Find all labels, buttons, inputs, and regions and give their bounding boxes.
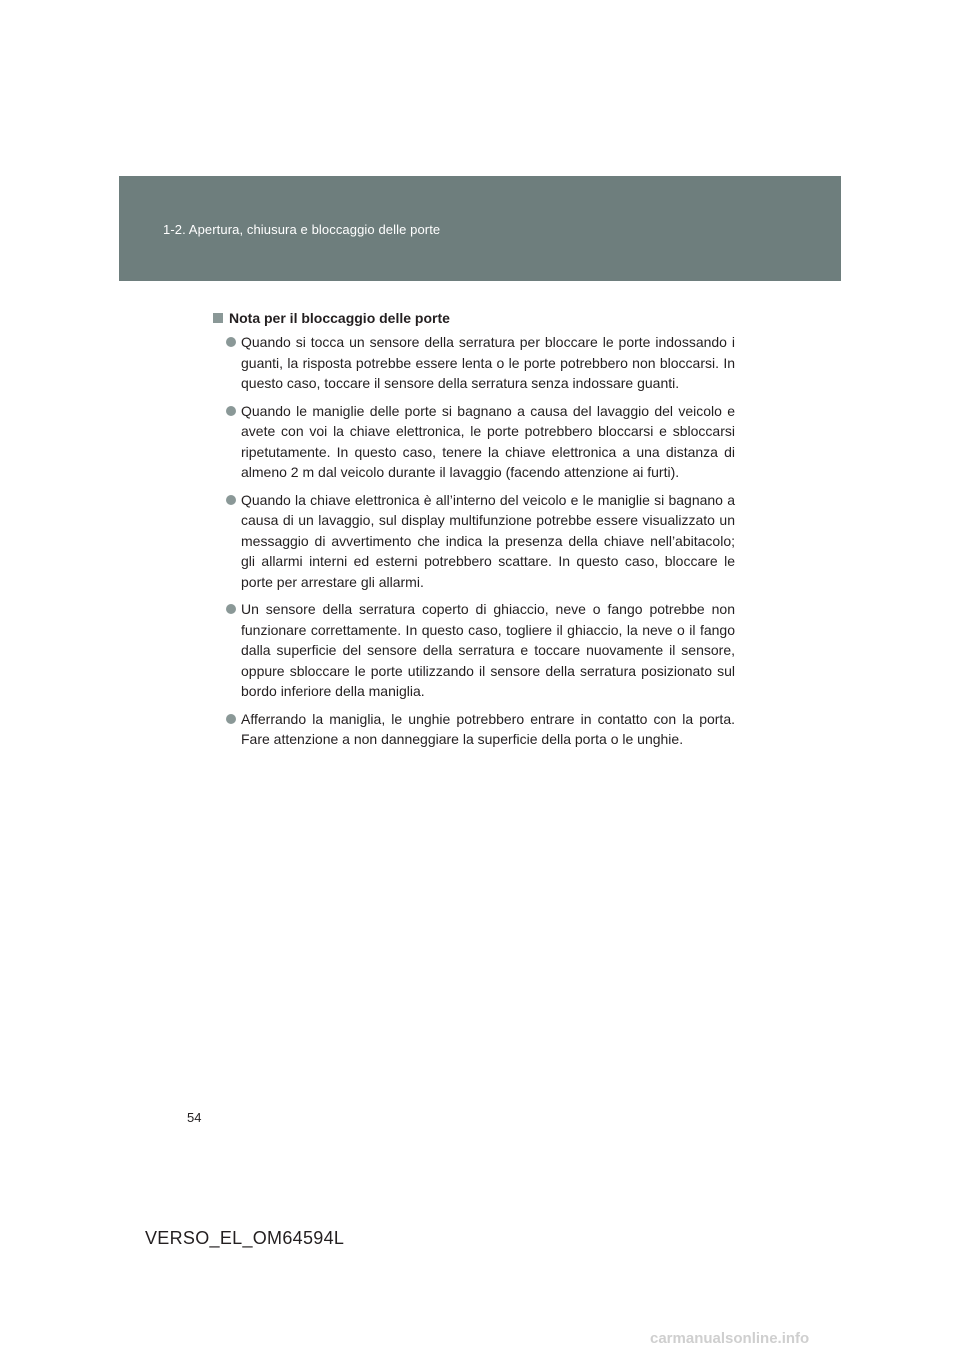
list-item-text: Un sensore della serratura coperto di ghiaccio, neve o fango potrebbe non funzionare correttamente. In questo caso, togliere il ghiaccio, la neve o il fango dalla superficie del sensore della serratura e toccare nuovamente il sensore, oppure sbloccare le porte utilizzando il sensore della serratura posizionato sul bordo inferiore della maniglia. bbox=[241, 601, 735, 699]
list-item bbox=[213, 709, 735, 750]
bullet-list bbox=[213, 332, 735, 750]
round-bullet-icon bbox=[226, 604, 236, 614]
document-code: VERSO_EL_OM64594L bbox=[145, 1228, 345, 1248]
subheading-text: Nota per il bloccaggio delle porte bbox=[229, 310, 450, 326]
page-number: 54 bbox=[187, 1110, 202, 1125]
list-item-text: Quando le maniglie delle porte si bagnano a causa del lavaggio del veicolo e avete con voi la chiave elettronica, le porte potrebbero bloccarsi e sbloccarsi ripetutamente. In questo caso, tenere la chiave elettronica a una distanza di almeno 2 m dal veicolo durante il lavaggio (facendo attenzione ai furti). bbox=[241, 402, 735, 480]
square-bullet-icon bbox=[213, 313, 223, 323]
round-bullet-icon bbox=[226, 406, 236, 416]
list-item-text: Quando si tocca un sensore della serratura per bloccare le porte indossando i guanti, la risposta potrebbe essere lenta o le porte potrebbero non bloccarsi. In questo caso, toccare il sensore della serratura senza indossare guanti. bbox=[241, 334, 735, 391]
round-bullet-icon bbox=[226, 714, 236, 724]
list-item bbox=[213, 490, 735, 593]
main-content bbox=[213, 308, 735, 757]
list-item-text: Afferrando la maniglia, le unghie potrebbero entrare in contatto con la porta. Fare attenzione a non danneggiare la superficie della porta o le unghie. bbox=[241, 710, 735, 747]
list-item bbox=[213, 599, 735, 702]
round-bullet-icon bbox=[226, 337, 236, 347]
subheading bbox=[213, 308, 735, 328]
list-item bbox=[213, 401, 735, 483]
round-bullet-icon bbox=[226, 495, 236, 505]
list-item-text: Quando la chiave elettronica è all’interno del veicolo e le maniglie si bagnano a causa di un lavaggio, sul display multifunzione potrebbe essere visualizzato un messaggio di avvertimento che indica la presenza della chiave nell’abitacolo; gli allarmi interni ed esterni potrebbero scattare. In questo caso, bloccare le porte per arrestare gli allarmi. bbox=[241, 491, 735, 590]
watermark-text[interactable]: carmanualsonline.info bbox=[650, 1330, 810, 1347]
list-item bbox=[213, 332, 735, 394]
section-title: 1-2. Apertura, chiusura e bloccaggio delle porte bbox=[163, 222, 441, 237]
section-header-band bbox=[119, 176, 841, 281]
